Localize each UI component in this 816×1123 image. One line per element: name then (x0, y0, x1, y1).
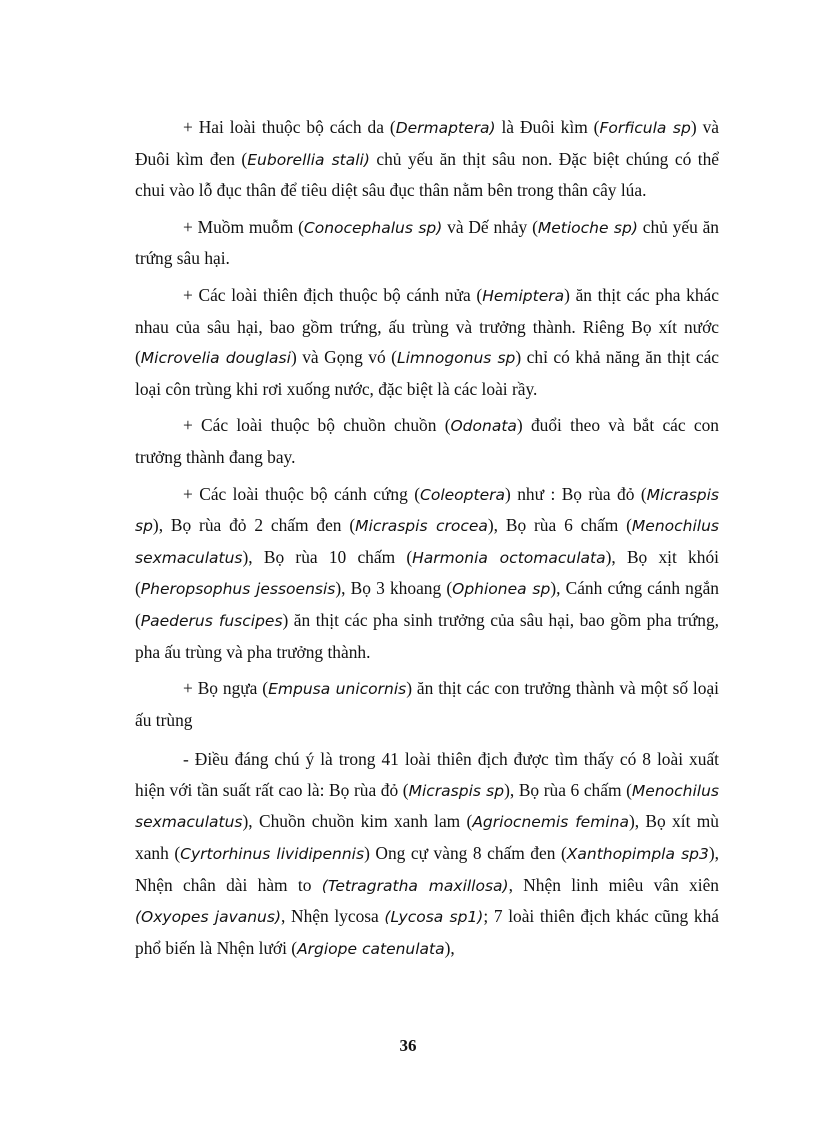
text-run: ) Ong cự vàng 8 chấm đen ( (364, 843, 567, 864)
text-run: ) chỉ có khả năng ăn thịt các loại côn trùng khi rơi xuống nước, đặc biệt là các loài rầy. (135, 347, 720, 399)
scientific-name: Menochilus sexmaculatus (135, 781, 719, 832)
scientific-name: Cyrtorhinus lividipennis (180, 845, 365, 864)
text-run: + Hai loài thuộc bộ cách da ( (183, 117, 396, 137)
text-run: + Bọ ngựa ( (183, 678, 269, 699)
text-run: và Dế nhảy ( (442, 216, 538, 237)
paragraph-empusa (135, 673, 719, 735)
text-run: + Các loài thiên địch thuộc bộ cánh nửa ( (183, 284, 483, 305)
text-run: ), Bọ 3 khoang ( (335, 578, 453, 599)
document-body (135, 112, 719, 970)
text-run: ), Nhện chân dài hàm to (135, 843, 719, 895)
text-run: - Điều đáng chú ý là trong 41 loài thiên địch được tìm thấy có 8 loài xuất hiện với tần suất rất cao là: Bọ rùa đỏ ( (135, 749, 719, 800)
scientific-name: (Oxyopes javanus) (135, 908, 282, 927)
text-run: ) và Gọng vó ( (290, 347, 397, 368)
scientific-name: Agriocnemis femina (472, 813, 629, 832)
scientific-name: Dermaptera) (395, 119, 496, 137)
text-run: ) và Đuôi kìm đen ( (135, 117, 719, 169)
scientific-name: Limnogonus sp (396, 349, 516, 368)
text-run: ), Bọ xít mù xanh ( (135, 811, 719, 864)
scientific-name: Paederus fuscipes (140, 611, 283, 630)
paragraph-coleoptera (135, 479, 719, 668)
scientific-name: Micraspis sp (135, 485, 719, 536)
text-run: + Các loài thuộc bộ chuồn chuồn ( (183, 415, 451, 436)
text-run: ), (444, 937, 455, 958)
text-run: ), Bọ rùa đỏ 2 chấm đen ( (152, 515, 356, 536)
paragraph-frequent-species (135, 744, 719, 964)
text-run: ), Chuồn chuồn kim xanh lam ( (242, 811, 473, 832)
text-run: chủ yếu ăn thịt sâu non. Đặc biệt chúng có thể chui vào lỗ đục thân để tiêu diệt sâu đục thân nằm bên trong thân cây lúa. (135, 148, 720, 201)
scientific-name: Conocephalus sp) (303, 218, 443, 237)
paragraph-odonata (135, 410, 719, 472)
scientific-name: Micraspis sp (408, 781, 505, 800)
text-run: ), Bọ xịt khói ( (135, 546, 719, 599)
scientific-name: Ophionea sp (452, 580, 551, 599)
paragraph-dermaptera (135, 112, 719, 206)
scientific-name: Menochilus sexmaculatus (135, 517, 719, 567)
text-run: ), Cánh cứng cánh ngắn ( (135, 578, 719, 630)
scientific-name: Micraspis crocea (355, 517, 488, 536)
text-run: , Nhện lycosa (281, 906, 385, 927)
paragraph-hemiptera (135, 280, 719, 404)
text-run: + Các loài thuộc bộ cánh cứng ( (183, 483, 421, 504)
scientific-name: Coleoptera (420, 485, 505, 504)
text-run: ; 7 loài thiên địch khác cũng khá phổ biến là Nhện lưới ( (135, 906, 719, 958)
scientific-name: Forficula sp (599, 119, 691, 137)
text-run: chủ yếu ăn trứng sâu hại. (135, 216, 720, 269)
scientific-name: Pheropsophus jessoensis (140, 580, 336, 599)
text-run: ), Bọ rùa 10 chấm ( (242, 546, 413, 567)
text-run: ) ăn thịt các con trưởng thành và một số loại ấu trùng (135, 678, 720, 730)
text-run: ) ăn thịt các pha sinh trưởng của sâu hại, bao gồm pha trứng, pha ấu trùng và pha trưởng thành. (135, 609, 719, 662)
scientific-name: (Lycosa sp1) (384, 908, 484, 927)
scientific-name: Hemiptera (482, 286, 565, 305)
scientific-name: Odonata (450, 417, 517, 436)
page-number: 36 (399, 1036, 417, 1055)
scientific-name: Empusa unicornis (268, 680, 407, 699)
text-run: , Nhện linh miêu vân xiên (508, 874, 719, 895)
text-run: ) ăn thịt các pha khác nhau của sâu hại, bao gồm trứng, ấu trùng và trưởng thành. Riêng Bọ xít nước ( (135, 284, 719, 368)
paragraph-conocephalus (135, 212, 719, 274)
text-run: ), Bọ rùa 6 chấm ( (487, 515, 632, 536)
text-run: là Đuôi kìm ( (495, 117, 600, 137)
text-run: ) như : Bọ rùa đỏ ( (505, 483, 647, 504)
scientific-name: (Tetragratha maxillosa) (321, 876, 509, 895)
scientific-name: Xanthopimpla sp3 (566, 845, 709, 864)
text-run: ), Bọ rùa 6 chấm ( (504, 779, 632, 800)
text-run: ) đuổi theo và bắt các con trưởng thành đang bay. (135, 415, 719, 467)
text-run: + Muồm muỗm ( (183, 216, 304, 237)
scientific-name: Metioche sp) (537, 218, 638, 237)
scientific-name: Argiope catenulata (297, 939, 445, 958)
scientific-name: Harmonia octomaculata (412, 548, 606, 567)
scientific-name: Euborellia stali) (247, 150, 370, 169)
scientific-name: Microvelia douglasi (140, 349, 291, 368)
